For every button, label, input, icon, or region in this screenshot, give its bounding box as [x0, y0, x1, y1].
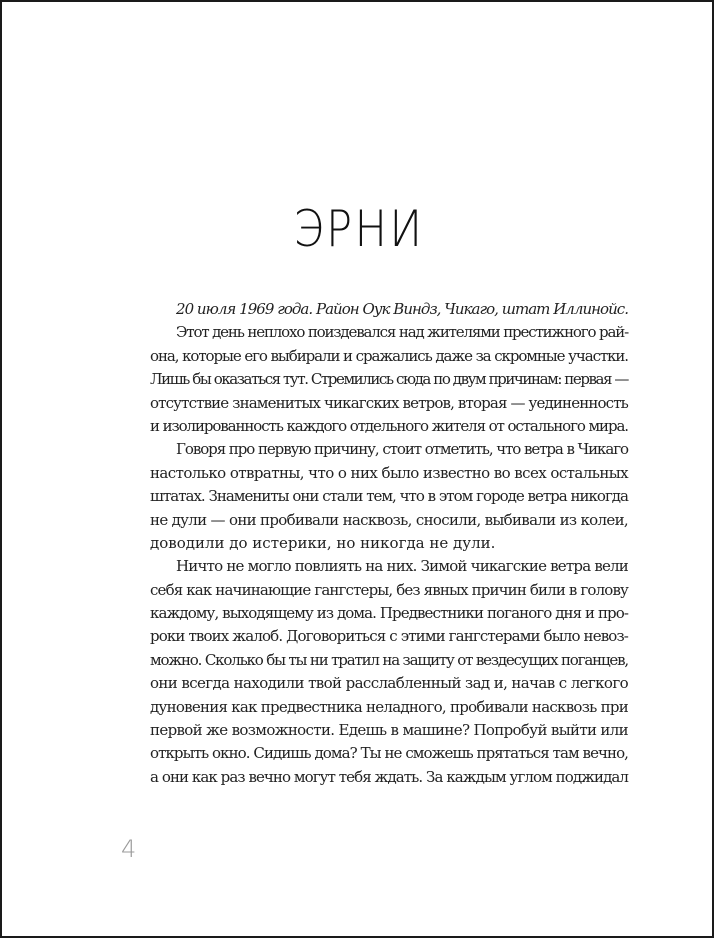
- text-line: роки твоих жалоб. Договориться с этими гангстерами было невоз-: [150, 627, 628, 646]
- text-line: Этот день неплохо поиздевался над жителями престижного рай-: [176, 323, 628, 342]
- text-line: себя как начинающие гангстеры, без явных причин били в голову: [150, 580, 628, 599]
- text-line: она, которые его выбирали и сражались даже за скромные участки.: [150, 346, 628, 365]
- text-line: настолько отвратны, что о них было известно во всех остальных: [150, 463, 628, 482]
- text-line: открыть окно. Сидишь дома? Ты не сможешь прятаться там вечно,: [150, 744, 629, 763]
- text-line: можно. Сколько бы ты ни тратил на защиту от вездесущих поганцев,: [150, 650, 628, 669]
- text-line: штатах. Знамениты они стали тем, что в этом городе ветра никогда: [150, 487, 628, 506]
- text-line: Говоря про первую причину, стоит отметить, что ветра в Чикаго: [176, 440, 628, 459]
- text-line: каждому, выходящему из дома. Предвестники поганого дня и про-: [150, 604, 628, 623]
- text-line: первой же возможности. Едешь в машине? Попробуй выйти или: [150, 721, 628, 740]
- text-line: и изолированность каждого отдельного жителя от остального мира.: [150, 416, 628, 435]
- text-line: а они как раз вечно могут тебя ждать. За каждым углом поджидал: [150, 767, 628, 786]
- text-line: дуновения как предвестника неладного, пробивали насквозь при: [150, 697, 628, 716]
- text-line: не дули — они пробивали насквозь, сносили, выбивали из колеи,: [150, 510, 628, 529]
- text-line: они всегда находили твой расслабленный зад и, начав с легкого: [150, 674, 628, 693]
- text-line: отсутствие знаменитых чикагских ветров, вторая — уединенность: [150, 393, 628, 412]
- page-number: 4: [121, 835, 137, 863]
- body-text: [150, 298, 628, 789]
- text-line: Ничто не могло повлиять на них. Зимой чикагские ветра вели: [176, 557, 628, 576]
- text-line: Лишь бы оказаться тут. Стремились сюда по двум причинам: первая —: [150, 370, 628, 389]
- dateline: 20 июля 1969 года. Район Оук Виндз, Чикаго, штат Иллинойс.: [176, 300, 628, 318]
- chapter-title: ЭРНИ: [293, 200, 425, 258]
- text-line: доводили до истерики, но никогда не дули.: [150, 533, 496, 552]
